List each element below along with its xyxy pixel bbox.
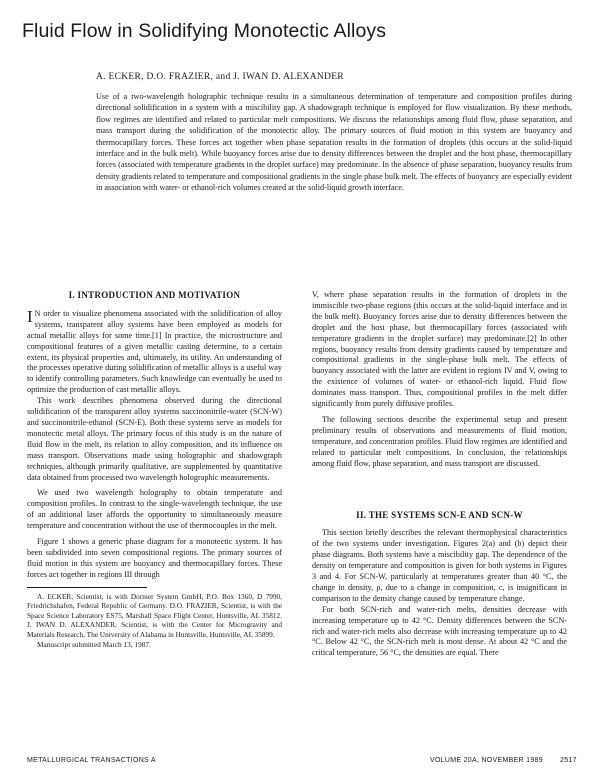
volume-info: VOLUME 20A, NOVEMBER 1989 [430, 757, 543, 764]
intro-paragraph-2: This work describes phenomena observed during the directional solidification of the transparent alloy systems succinonitrile-water (SCN-W) and succinonitrile-ethanol (SCN-E). Both these systems serve as models for monotectic metal alloys. The primary focus of this study is on the nature of fluid flow in the melt, its relation to alloy composition, and its influence on mass transport. Observations made using holographic and shadowgraph techniques, although primarily qualitative, are supplemented by quantitative data obtained from processed two wavelength holographic measurements. [27, 396, 282, 482]
author-list: A. ECKER, D.O. FRAZIER, and J. IWAN D. ALEXANDER [96, 72, 344, 82]
section-heading-introduction: I. INTRODUCTION AND MOTIVATION [68, 290, 241, 300]
author-affiliation-footnote: A. ECKER, Scientist, is with Dornier System GmbH, P.O. Box 1360, D 7990, Friedrichshafen, Federal Republic of Germany. D.O. FRAZIER, Scientist, is with the Space Science Laboratory ES75, Marshall Space Flight Center, Huntsville, AL 35812. J. IWAN D. ALEXANDER, Scientist, is with the Center for Microgravity and Materials Research, The University of Alabama in Huntsville, Huntsville, AL 35899. [27, 591, 282, 640]
right-column [312, 290, 567, 659]
abstract: Use of a two-wavelength holographic technique results in a simultaneous determination of temperature and composition profiles during directional solidification in a system with a miscibility gap. A shadowgraph technique is employed for flow visualization. By these methods, flow regimes are identified and related to particular melt compositions. We discuss the relationships among fluid flow, phase separation, and mass transport during the solidification of the monotectic alloy. The primary sources of fluid motion in this system are buoyancy and thermocapillary forces. These forces act together when phase separation results in the formation of droplets (this occurs at the solid-liquid interface and in the bulk melt). While buoyancy forces arise due to density differences between the droplet and the host phase, thermocapillary forces (associated with temperature gradients in the droplet surface) may predominate. In the absence of phase separation, buoyancy results from density gradients related to temperature and compositional gradients in the single phase bulk melt. The effects of buoyancy are especially evident in association with water- or ethanol-rich volumes created at the solid-liquid growth interface. [96, 92, 573, 193]
systems-paragraph-1: This section briefly describes the relevant thermophysical characteristics of the two systems under investigation. Figures 2(a) and (b) depict their phase diagrams. Both systems have a miscibility gap. The dependence of the density on temperature and composition is given for both systems in Figures 3 and 4. For SCN-W, particularly at temperatures greater than 40 °C, the change in density, ρ, due to a change in composition, c, is insignificant in comparison to the density change caused by temperature change. [312, 528, 567, 603]
intro-paragraph-4: Figure 1 shows a generic phase diagram for a monotectic system. It has been subdivided into seven compositional regions. The primary sources of fluid motion in this system are buoyancy and thermocapillary forces. These forces act together in regions III through [27, 537, 282, 579]
section-heading-systems: II. THE SYSTEMS SCN-E AND SCN-W [356, 509, 523, 520]
intro-paragraph-1-text: N order to visualize phenomena associated with the solidification of alloy systems, transparent alloy systems have been employed as models for actual metallic alloys for some time.[1] In practice, the microstructure and compositional features of a given metallic casting determine, to a certain extent, its physical properties and, ultimately, its utility. An understanding of the processes operative during solidification of metallic alloys is a useful way to identify controlling parameters. Such knowledge can eventually be used to optimize the production of cast metallic alloys. [27, 308, 282, 395]
intro-paragraph-1 [27, 306, 282, 396]
page-number: 2517 [560, 757, 577, 764]
left-column [27, 290, 282, 649]
intro-outline-paragraph: The following sections describe the experimental setup and present preliminary results of observations and measurements of fluid motion, temperature, and concentration profiles. Fluid flow regimes are identified and related to particular melt compositions. In conclusion, the relationships among fluid flow, phase separation, and mass transport are discussed. [312, 414, 567, 468]
paper-title: Fluid Flow in Solidifying Monotectic Alloys [22, 20, 387, 42]
journal-name: METALLURGICAL TRANSACTIONS A [27, 757, 156, 764]
manuscript-date-footnote: Manuscript submitted March 13, 1987. [37, 639, 151, 649]
footnote-rule [27, 587, 147, 588]
drop-cap: I [27, 306, 33, 326]
systems-paragraph-2: For both SCN-rich and water-rich melts, densities decrease with increasing temperature up to 42 °C. Density differences between the SCN-rich and water-rich melts also decrease with increasing temperature up to 42 °C. Below 42 °C, the SCN-rich melt is most dense. At about 42 °C and the critical temperature, 56 °C, the densities are equal. There [312, 604, 567, 658]
intro-continued-paragraph: V, where phase separation results in the formation of droplets in the immiscible two-phase regions (this occurs at the solid-liquid interface and in the bulk melt). Buoyancy forces arise due to density differences between the droplet and the host phase, but thermocapillary forces (associated with temperature gradients in the droplet surface) may predominate.[2] In other regions, buoyancy results from density gradients caused by temperature and compositional gradients in the single-phase bulk melt. The effects of buoyancy associated with the latter are evident in regions IV and V, owing to the existence of volumes of water- or ethanol-rich liquid. Fluid flow dominates mass transport. Thus, compositional profiles in the melt differ significantly from purely diffusive profiles. [312, 290, 567, 409]
intro-paragraph-3: We used two wavelength holography to obtain temperature and composition profiles. In contrast to the single-wavelength technique, the use of an additional laser affords the opportunity to simultaneously measure temperature and concentration without the use of thermocouples in the melt. [27, 488, 282, 531]
